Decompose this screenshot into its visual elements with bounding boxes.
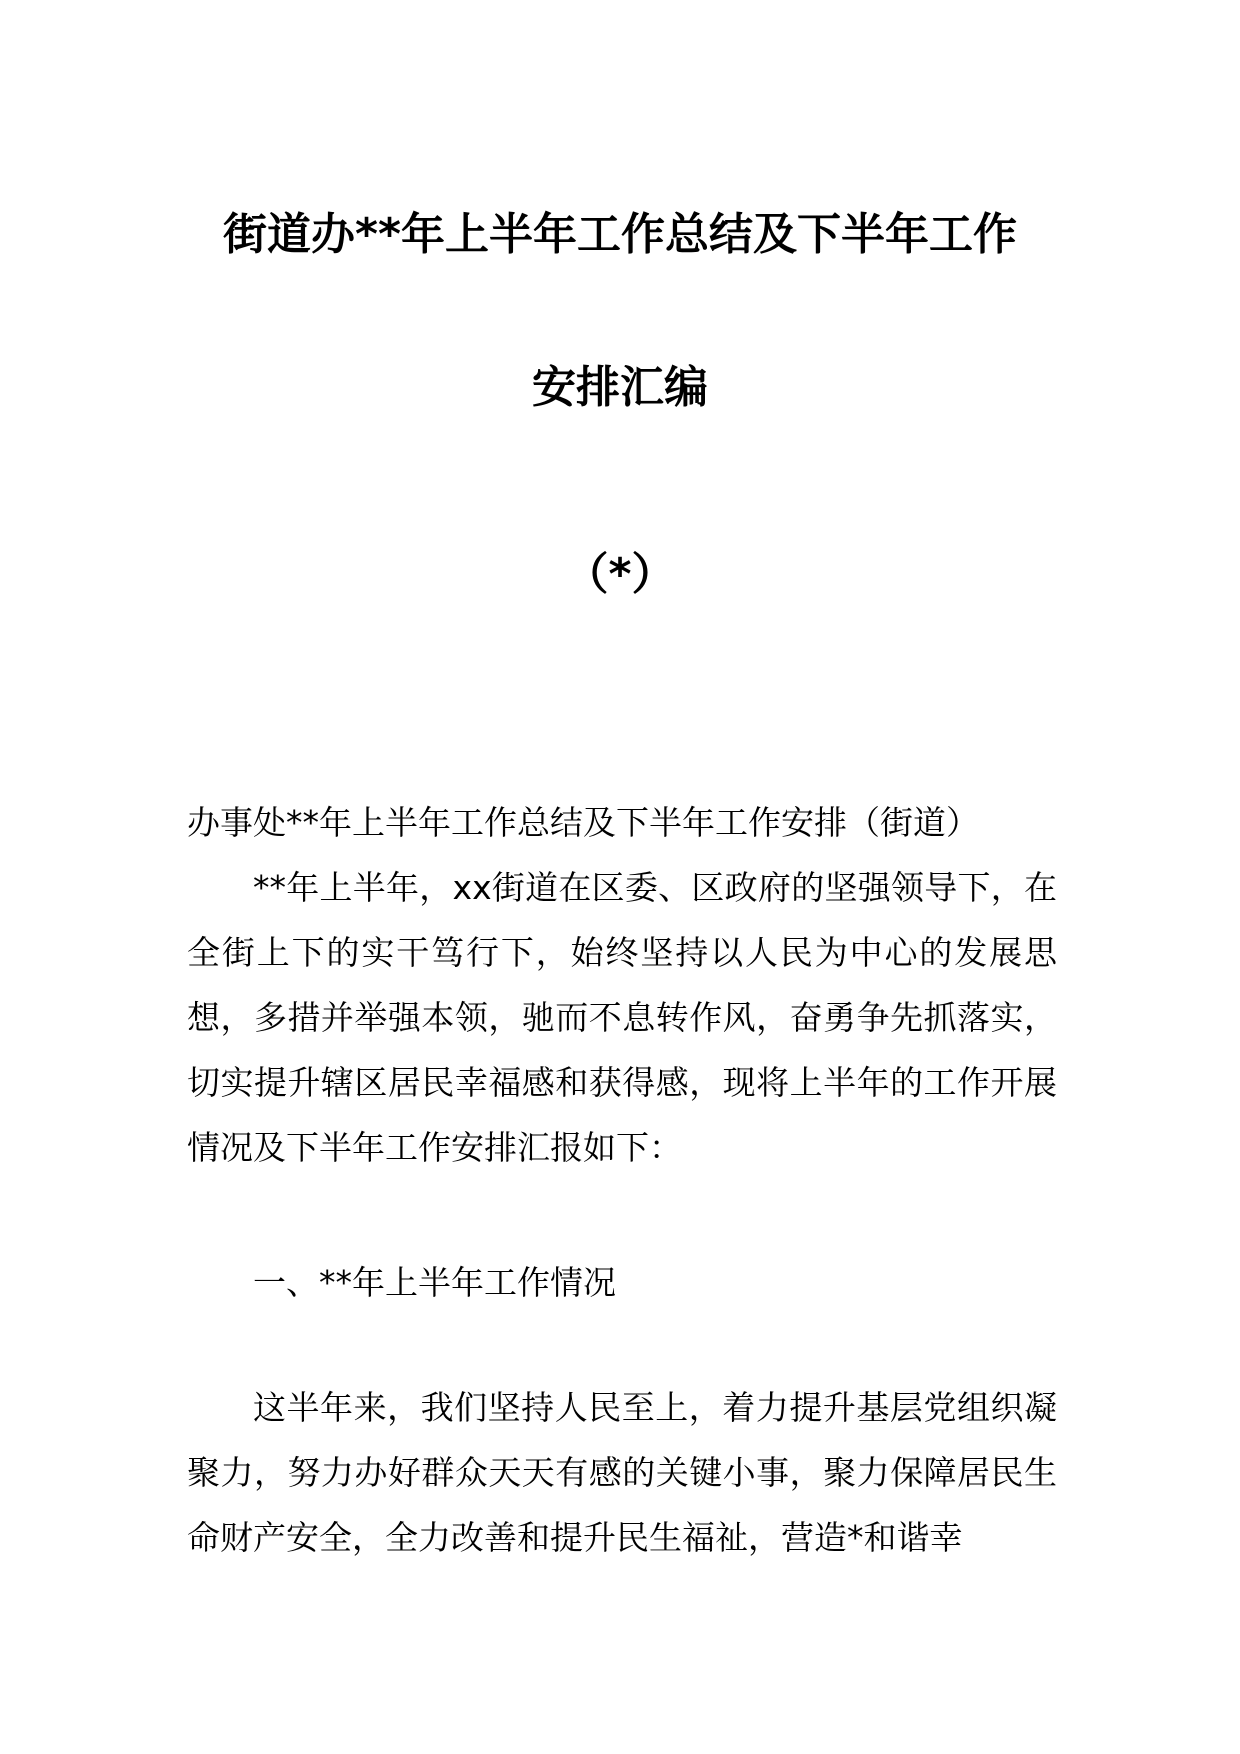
document-title-line-2: 安排汇编 [532,362,708,413]
document-subtitle: 办事处**年上半年工作总结及下半年工作安排（街道） [187,803,979,842]
section-1-paragraph: 这半年来，我们坚持人民至上，着力提升基层党组织凝聚力，努力办好群众天天有感的关键小事，聚力保障居民生命财产安全，全力改善和提升民生福祉，营造*和谐幸 [187,1388,1057,1557]
section-heading-1: 一、**年上半年工作情况 [253,1263,616,1302]
document-title-line-1: 街道办**年上半年工作总结及下半年工作 [222,209,1018,260]
document-title-line-3: （*） [564,549,676,600]
intro-paragraph: **年上半年，xx街道在区委、区政府的坚强领导下，在全街上下的实干笃行下，始终坚持以人民为中心的发展思想，多措并举强本领，驰而不息转作风，奋勇争先抓落实，切实提升辖区居民幸福感和获得感，现将上半年的工作开展情况及下半年工作安排汇报如下： [187,868,1057,1167]
